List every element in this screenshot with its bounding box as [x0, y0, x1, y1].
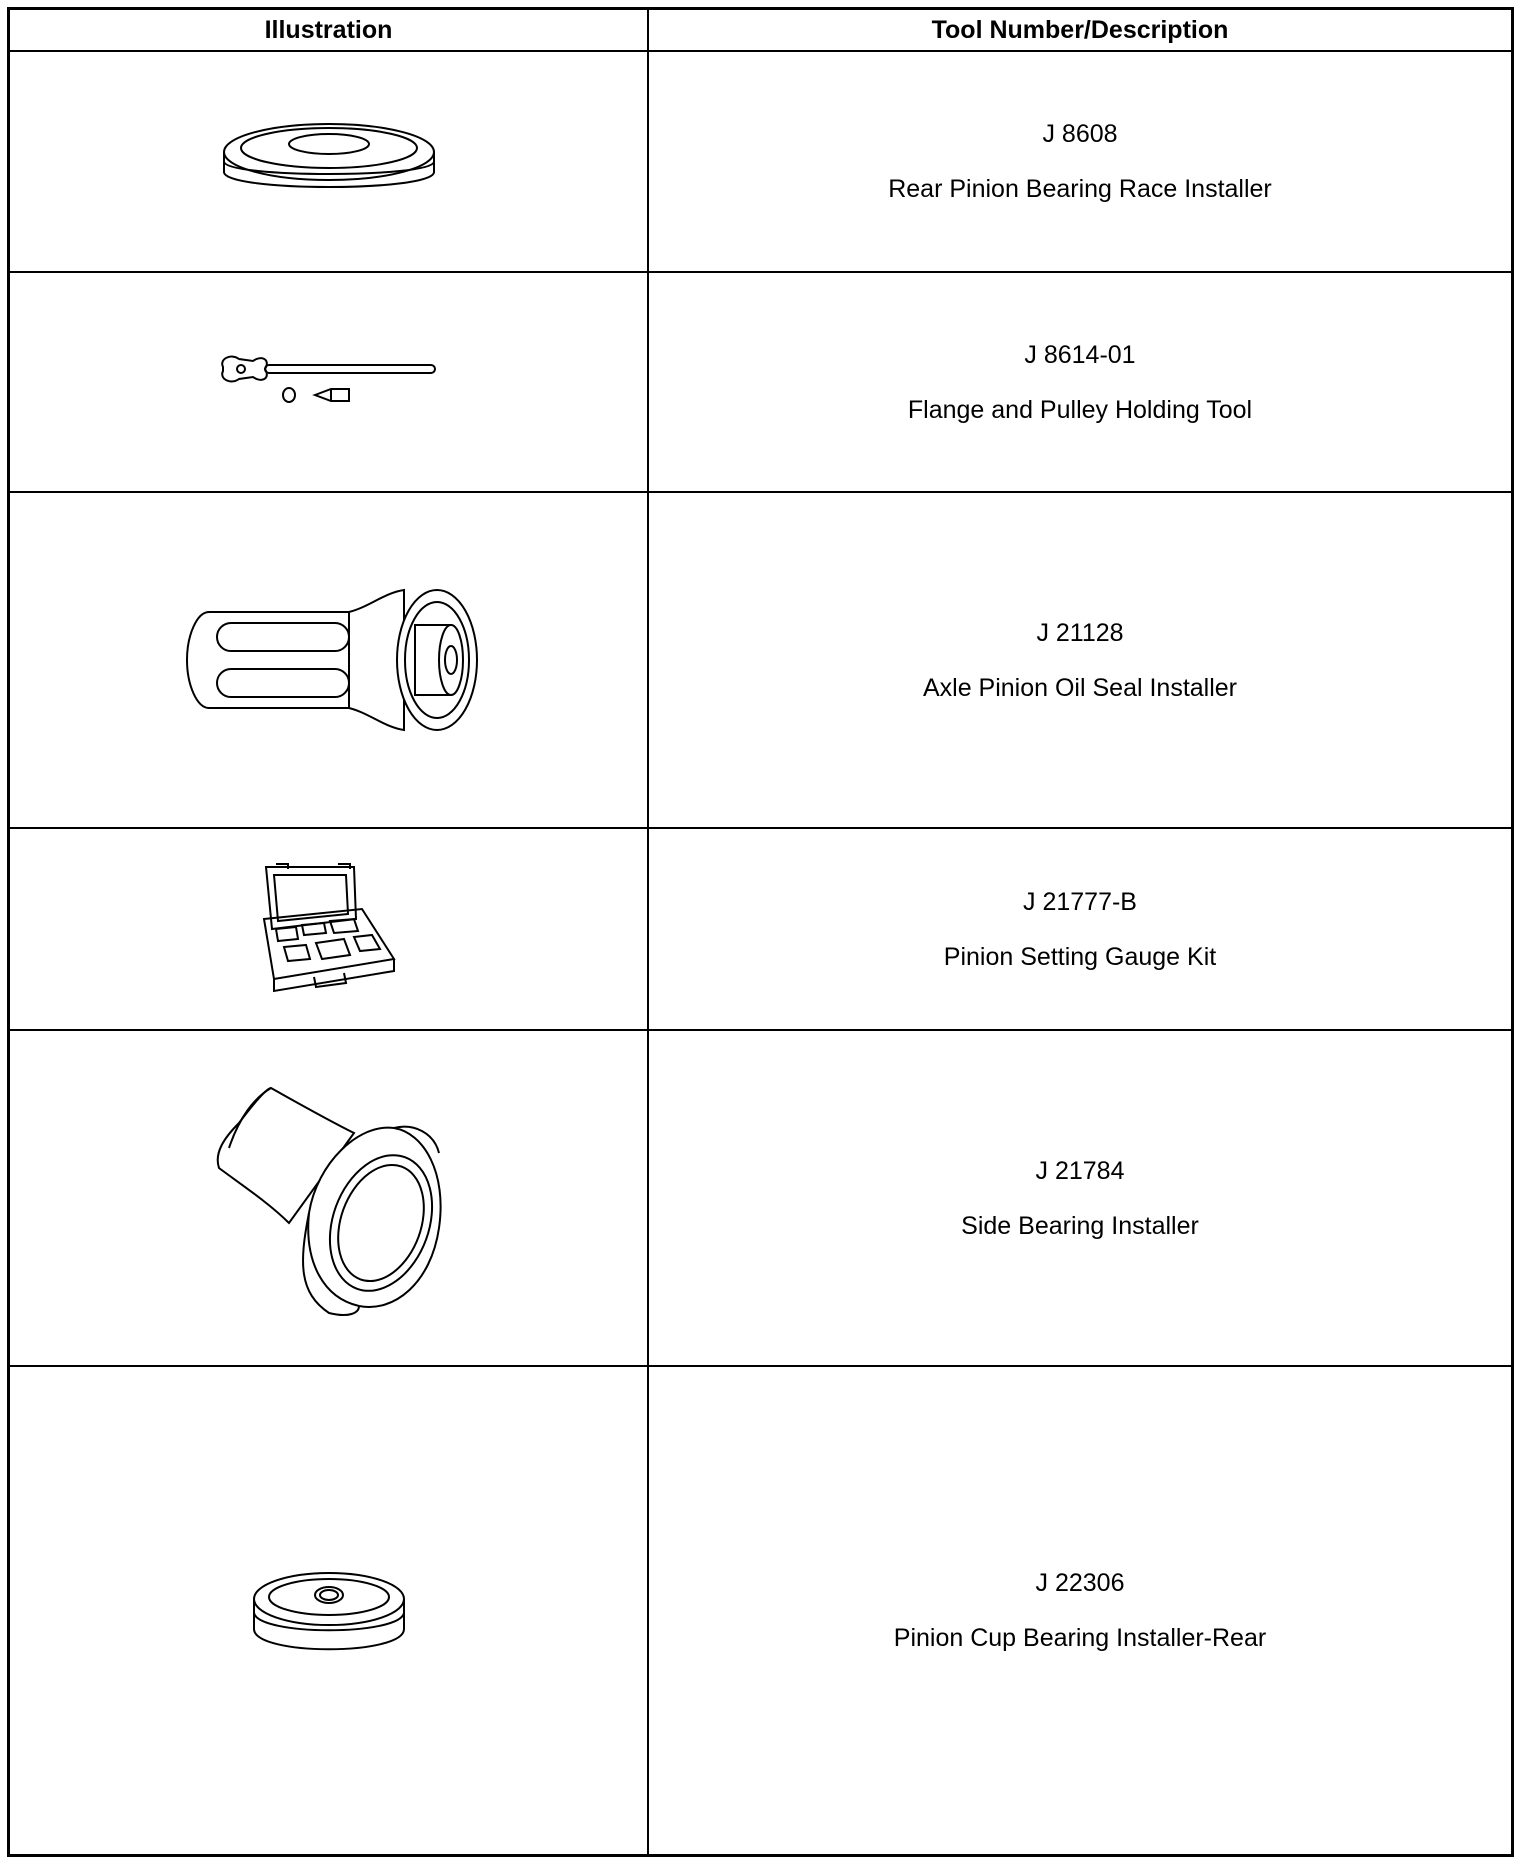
table-header	[10, 10, 1511, 52]
table-row	[10, 1367, 1511, 1854]
header-tool-description: Tool Number/Description	[931, 15, 1229, 44]
oil-seal-installer-icon	[10, 493, 647, 827]
gauge-kit-case-icon	[10, 829, 647, 1029]
table-row	[10, 1031, 1511, 1367]
tool-description: Pinion Setting Gauge Kit	[943, 942, 1217, 971]
tool-number: J 22306	[1035, 1569, 1125, 1597]
holding-tool-bar-icon	[10, 273, 647, 491]
table-row	[10, 829, 1511, 1031]
header-illustration: Illustration	[264, 15, 393, 44]
tool-number: J 8614-01	[1024, 340, 1136, 369]
race-installer-disc-icon	[10, 52, 647, 271]
tool-number: J 21777-B	[1023, 887, 1137, 916]
tool-number: J 21784	[1035, 1156, 1125, 1185]
tool-number: J 21128	[1036, 618, 1124, 647]
tool-description: Rear Pinion Bearing Race Installer	[888, 175, 1272, 203]
tool-number: J 8608	[1042, 120, 1118, 148]
cup-bearing-installer-icon	[10, 1367, 647, 1854]
table-row	[10, 273, 1511, 493]
side-bearing-installer-icon	[10, 1031, 647, 1365]
tool-description: Flange and Pulley Holding Tool	[907, 395, 1253, 424]
table-row	[10, 52, 1511, 273]
table-row	[10, 493, 1511, 829]
tool-table	[7, 7, 1514, 1857]
tool-description: Axle Pinion Oil Seal Installer	[922, 673, 1238, 702]
tool-description: Side Bearing Installer	[961, 1211, 1199, 1240]
tool-description: Pinion Cup Bearing Installer-Rear	[893, 1624, 1267, 1652]
